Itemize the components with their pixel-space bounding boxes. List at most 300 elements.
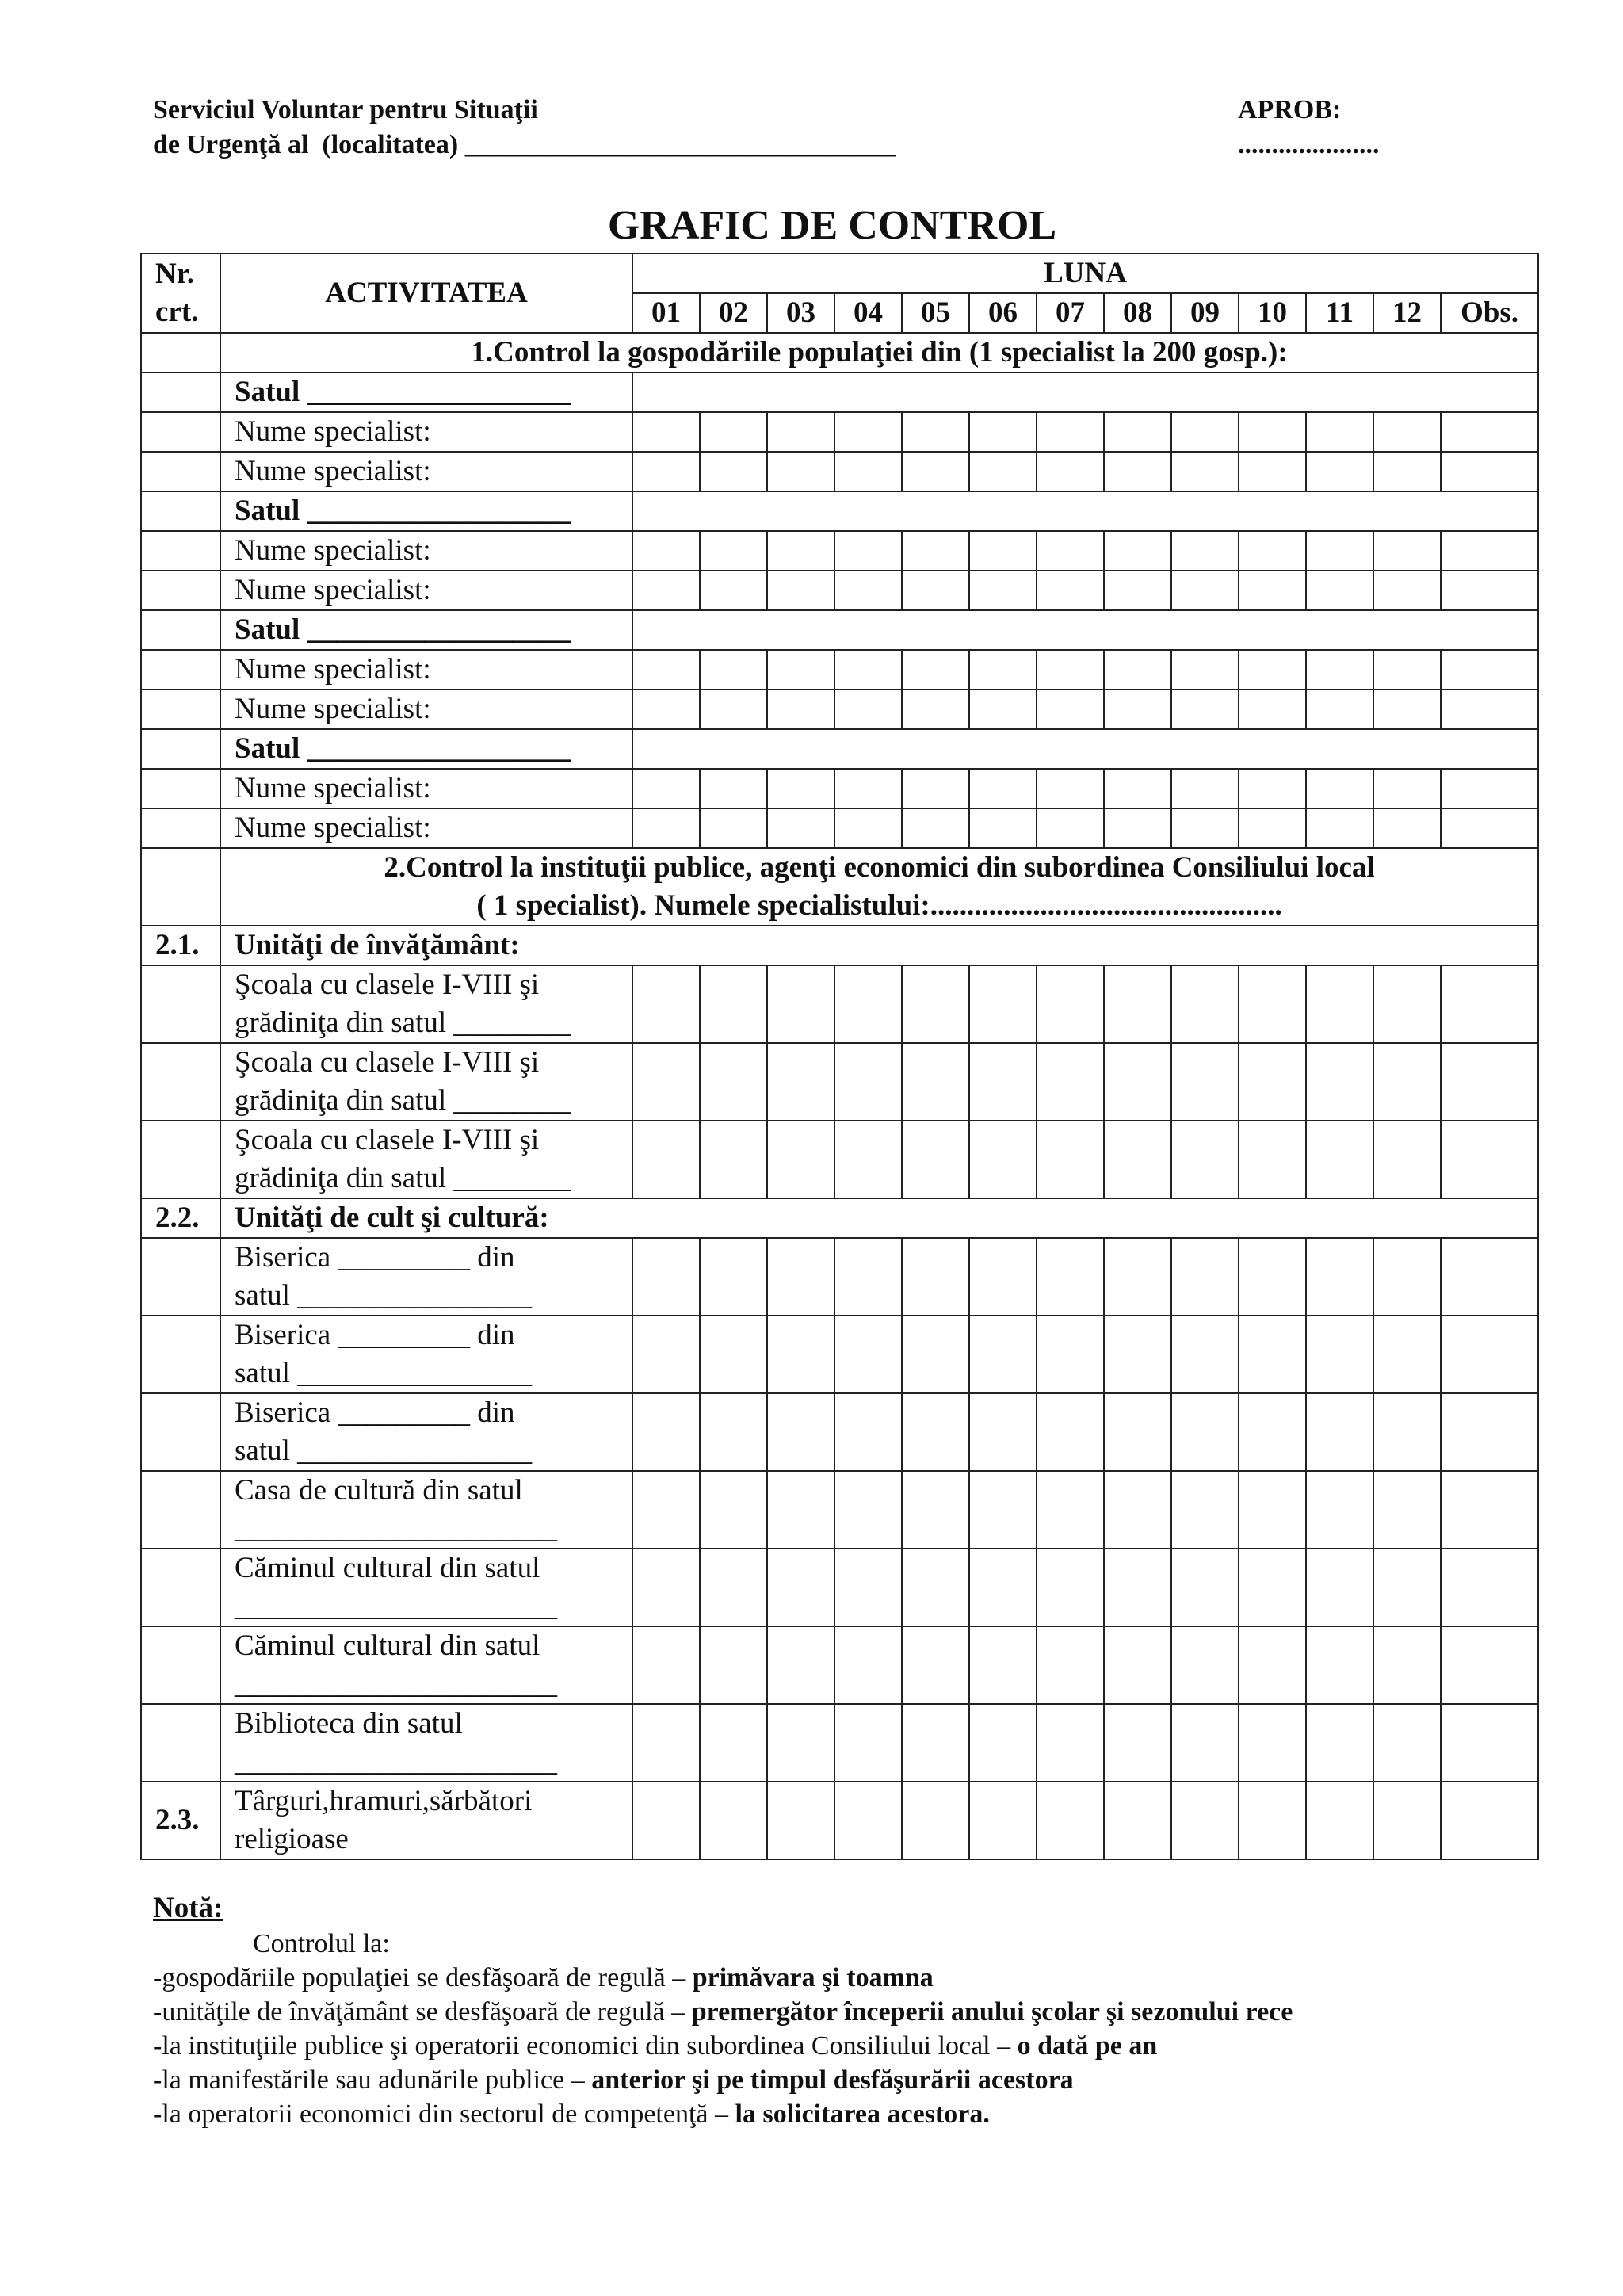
schedule-cell[interactable]: [1037, 1704, 1104, 1782]
schedule-cell[interactable]: [1441, 1043, 1538, 1121]
village-label: Satul __________________: [220, 491, 632, 531]
schedule-cell[interactable]: [1104, 1121, 1171, 1198]
schedule-cell[interactable]: [1441, 1704, 1538, 1782]
schedule-cell[interactable]: [632, 1549, 700, 1626]
schedule-cell[interactable]: [1373, 808, 1441, 848]
row-number: [141, 729, 220, 769]
schedule-cell[interactable]: [1441, 1782, 1538, 1859]
schedule-cell[interactable]: [1104, 412, 1171, 452]
section-2-title: [220, 848, 1538, 926]
specialist-label: Nume specialist:: [220, 531, 632, 571]
schedule-cell[interactable]: [1037, 808, 1104, 848]
schedule-cell[interactable]: [767, 1238, 834, 1316]
schedule-cell[interactable]: [834, 690, 902, 729]
schedule-cell[interactable]: [1239, 690, 1306, 729]
note-lines: [153, 1961, 1293, 2131]
schedule-cell[interactable]: [1171, 769, 1239, 808]
schedule-cell[interactable]: [1239, 965, 1306, 1043]
schedule-cell[interactable]: [1306, 808, 1373, 848]
schedule-cell[interactable]: [1171, 1121, 1239, 1198]
schedule-cell[interactable]: [1239, 452, 1306, 491]
schedule-cell[interactable]: [1441, 965, 1538, 1043]
schedule-cell[interactable]: [1171, 1626, 1239, 1704]
schedule-cell[interactable]: [1037, 1782, 1104, 1859]
schedule-cell[interactable]: [1037, 412, 1104, 452]
schedule-cell[interactable]: [969, 571, 1037, 610]
schedule-cell[interactable]: [1104, 690, 1171, 729]
schedule-cell[interactable]: [1171, 1238, 1239, 1316]
schedule-cell[interactable]: [834, 1316, 902, 1393]
schedule-cell[interactable]: [902, 571, 969, 610]
schedule-cell[interactable]: [1239, 1043, 1306, 1121]
schedule-cell[interactable]: [969, 1316, 1037, 1393]
schedule-cell[interactable]: [1441, 769, 1538, 808]
schedule-cell[interactable]: [1373, 965, 1441, 1043]
schedule-cell[interactable]: [632, 1043, 700, 1121]
note-line-text: -la operatorii economici din sectorul de competenţă –: [153, 2099, 735, 2129]
school-row: [141, 965, 1538, 1043]
schedule-cell[interactable]: [767, 1393, 834, 1471]
row-number: [141, 1121, 220, 1198]
schedule-cell[interactable]: [1373, 1316, 1441, 1393]
specialist-row: [141, 650, 1538, 690]
schedule-cell[interactable]: [1104, 1393, 1171, 1471]
schedule-cell[interactable]: [1373, 1704, 1441, 1782]
schedule-cell[interactable]: [632, 531, 700, 571]
schedule-cell[interactable]: [700, 1704, 767, 1782]
schedule-cell[interactable]: [969, 1704, 1037, 1782]
schedule-cell[interactable]: [834, 452, 902, 491]
schedule-cell[interactable]: [1037, 531, 1104, 571]
schedule-cell[interactable]: [834, 1471, 902, 1549]
schedule-cell[interactable]: [1306, 1704, 1373, 1782]
schedule-cell[interactable]: [834, 1626, 902, 1704]
schedule-cell[interactable]: [1306, 769, 1373, 808]
note-line-text: -gospodăriile populaţiei se desfăşoară de regulă –: [153, 1963, 693, 1992]
schedule-cell[interactable]: [902, 1782, 969, 1859]
schedule-cell[interactable]: [632, 808, 700, 848]
schedule-cell[interactable]: [1239, 808, 1306, 848]
church-row: [141, 1393, 1538, 1471]
schedule-cell[interactable]: [1171, 1704, 1239, 1782]
month-header: 11: [1306, 293, 1373, 333]
schedule-cell[interactable]: [1171, 690, 1239, 729]
schedule-cell[interactable]: [700, 650, 767, 690]
schedule-cell[interactable]: [1239, 650, 1306, 690]
schedule-cell[interactable]: [1373, 1238, 1441, 1316]
schedule-cell[interactable]: [632, 412, 700, 452]
schedule-cell[interactable]: [834, 1121, 902, 1198]
schedule-cell[interactable]: [1306, 531, 1373, 571]
row-number: [141, 1393, 220, 1471]
schedule-cell[interactable]: [1171, 571, 1239, 610]
schedule-cell[interactable]: [1373, 1549, 1441, 1626]
schedule-cell[interactable]: [1441, 1471, 1538, 1549]
schedule-cell[interactable]: [1441, 1549, 1538, 1626]
schedule-cell[interactable]: [632, 690, 700, 729]
schedule-cell[interactable]: [1373, 1393, 1441, 1471]
schedule-cell[interactable]: [1373, 1626, 1441, 1704]
schedule-cell[interactable]: [767, 965, 834, 1043]
schedule-cell[interactable]: [1441, 1316, 1538, 1393]
schedule-cell[interactable]: [1171, 965, 1239, 1043]
schedule-cell[interactable]: [767, 1782, 834, 1859]
schedule-cell[interactable]: [1171, 412, 1239, 452]
schedule-cell[interactable]: [902, 769, 969, 808]
schedule-cell[interactable]: [1239, 1121, 1306, 1198]
specialist-row: [141, 412, 1538, 452]
schedule-cell[interactable]: [969, 808, 1037, 848]
cultural-hall-row: [141, 1626, 1538, 1704]
schedule-cell[interactable]: [969, 412, 1037, 452]
schedule-cell[interactable]: [1037, 650, 1104, 690]
schedule-cell[interactable]: [1239, 1316, 1306, 1393]
schedule-cell[interactable]: [1104, 1704, 1171, 1782]
schedule-cell[interactable]: [969, 1121, 1037, 1198]
schedule-cell[interactable]: [767, 412, 834, 452]
header-left: [153, 93, 896, 162]
schedule-cell[interactable]: [1171, 1393, 1239, 1471]
church-line-1: Biserica _________ din: [235, 1241, 515, 1274]
schedule-cell[interactable]: [834, 1043, 902, 1121]
schedule-cell[interactable]: [1104, 571, 1171, 610]
approval-label: APROB:: [1238, 95, 1342, 124]
schedule-cell[interactable]: [700, 1393, 767, 1471]
schedule-cell[interactable]: [1239, 1549, 1306, 1626]
schedule-cell[interactable]: [1441, 571, 1538, 610]
schedule-cell[interactable]: [700, 1043, 767, 1121]
row-number: [141, 690, 220, 729]
schedule-cell[interactable]: [767, 1549, 834, 1626]
schedule-cell[interactable]: [1104, 1043, 1171, 1121]
church-line-1: Biserica _________ din: [235, 1319, 515, 1351]
schedule-cell[interactable]: [834, 1238, 902, 1316]
schedule-cell[interactable]: [834, 531, 902, 571]
schedule-cell[interactable]: [1239, 769, 1306, 808]
schedule-cell[interactable]: [767, 452, 834, 491]
schedule-cell[interactable]: [767, 1626, 834, 1704]
schedule-cell[interactable]: [902, 965, 969, 1043]
schedule-cell[interactable]: [902, 690, 969, 729]
schedule-cell[interactable]: [902, 1549, 969, 1626]
schedule-cell[interactable]: [1104, 650, 1171, 690]
schedule-cell[interactable]: [767, 571, 834, 610]
schedule-cell[interactable]: [1441, 452, 1538, 491]
schedule-cell[interactable]: [834, 1549, 902, 1626]
schedule-cell[interactable]: [700, 1121, 767, 1198]
schedule-cell[interactable]: [767, 1471, 834, 1549]
schedule-cell[interactable]: [632, 1121, 700, 1198]
schedule-cell[interactable]: [1037, 1316, 1104, 1393]
schedule-cell[interactable]: [902, 412, 969, 452]
schedule-cell[interactable]: [902, 1704, 969, 1782]
village-row: [141, 491, 1538, 531]
institution-blank-line: ______________________: [235, 1668, 557, 1700]
note-line: [153, 1961, 1293, 1995]
schedule-cell[interactable]: [1104, 1238, 1171, 1316]
schedule-cell[interactable]: [1037, 1626, 1104, 1704]
schedule-cell[interactable]: [902, 1238, 969, 1316]
schedule-cell[interactable]: [1171, 452, 1239, 491]
schedule-cell[interactable]: [1104, 1316, 1171, 1393]
schedule-cell[interactable]: [700, 690, 767, 729]
schedule-cell[interactable]: [1104, 1626, 1171, 1704]
organization-name: Serviciul Voluntar pentru Situaţii: [153, 95, 538, 124]
schedule-cell[interactable]: [1037, 452, 1104, 491]
schedule-cell[interactable]: [1373, 690, 1441, 729]
schedule-cell[interactable]: [969, 769, 1037, 808]
library-row: [141, 1704, 1538, 1782]
schedule-cell[interactable]: [700, 769, 767, 808]
schedule-cell[interactable]: [834, 965, 902, 1043]
schedule-cell[interactable]: [700, 412, 767, 452]
schedule-cell[interactable]: [969, 452, 1037, 491]
schedule-cell[interactable]: [1373, 650, 1441, 690]
schedule-cell[interactable]: [767, 808, 834, 848]
schedule-cell[interactable]: [1441, 808, 1538, 848]
schedule-cell[interactable]: [969, 650, 1037, 690]
school-row: [141, 1043, 1538, 1121]
schedule-cell[interactable]: [1037, 965, 1104, 1043]
schedule-cell[interactable]: [1171, 1782, 1239, 1859]
schedule-cell[interactable]: [1306, 1626, 1373, 1704]
schedule-cell[interactable]: [1104, 769, 1171, 808]
row-number: [141, 571, 220, 610]
schedule-cell[interactable]: [1306, 1393, 1373, 1471]
fairs-row: [141, 1782, 1538, 1859]
schedule-cell[interactable]: [902, 452, 969, 491]
schedule-cell[interactable]: [632, 1393, 700, 1471]
schedule-cell[interactable]: [1104, 452, 1171, 491]
schedule-cell[interactable]: [700, 1316, 767, 1393]
specialist-label: Nume specialist:: [220, 650, 632, 690]
schedule-cell[interactable]: [767, 1121, 834, 1198]
schedule-cell[interactable]: [632, 1238, 700, 1316]
subsection-2-2-title: Unităţi de cult şi cultură:: [220, 1198, 1538, 1238]
village-row: [141, 729, 1538, 769]
schedule-cell[interactable]: [1037, 769, 1104, 808]
schedule-cell[interactable]: [1441, 531, 1538, 571]
schedule-cell[interactable]: [902, 650, 969, 690]
schedule-cell[interactable]: [1441, 1238, 1538, 1316]
schedule-cell[interactable]: [1239, 1238, 1306, 1316]
schedule-cell[interactable]: [700, 1471, 767, 1549]
note-line-emphasis: o dată pe an: [1017, 2031, 1158, 2061]
schedule-cell[interactable]: [700, 1626, 767, 1704]
church-line-2: satul ________________: [235, 1279, 533, 1312]
schedule-cell[interactable]: [834, 412, 902, 452]
schedule-cell[interactable]: [1239, 1782, 1306, 1859]
schedule-cell[interactable]: [1037, 1549, 1104, 1626]
schedule-cell[interactable]: [902, 1393, 969, 1471]
schedule-cell[interactable]: [767, 1043, 834, 1121]
schedule-cell[interactable]: [632, 1626, 700, 1704]
schedule-cell[interactable]: [1171, 808, 1239, 848]
schedule-cell[interactable]: [1306, 571, 1373, 610]
schedule-cell[interactable]: [969, 1043, 1037, 1121]
schedule-cell[interactable]: [1239, 412, 1306, 452]
schedule-cell[interactable]: [1037, 1121, 1104, 1198]
church-row: [141, 1316, 1538, 1393]
schedule-cell[interactable]: [902, 808, 969, 848]
schedule-cell[interactable]: [767, 690, 834, 729]
schedule-cell[interactable]: [700, 531, 767, 571]
institution-label: [220, 1626, 632, 1704]
schedule-cell[interactable]: [1171, 531, 1239, 571]
schedule-cell[interactable]: [1171, 1316, 1239, 1393]
column-header-luna: LUNA: [632, 254, 1538, 293]
schedule-cell[interactable]: [1306, 1121, 1373, 1198]
schedule-cell[interactable]: [700, 452, 767, 491]
schedule-cell[interactable]: [700, 1238, 767, 1316]
schedule-cell[interactable]: [1373, 412, 1441, 452]
specialist-label: Nume specialist:: [220, 769, 632, 808]
schedule-cell[interactable]: [767, 1316, 834, 1393]
specialist-label: Nume specialist:: [220, 412, 632, 452]
schedule-cell[interactable]: [1373, 571, 1441, 610]
schedule-cell[interactable]: [1373, 1471, 1441, 1549]
schedule-cell[interactable]: [632, 1782, 700, 1859]
schedule-cell[interactable]: [1239, 1626, 1306, 1704]
schedule-cell[interactable]: [1037, 1238, 1104, 1316]
schedule-cell[interactable]: [767, 650, 834, 690]
schedule-cell[interactable]: [1239, 531, 1306, 571]
schedule-cell[interactable]: [1441, 1393, 1538, 1471]
schedule-cell[interactable]: [969, 531, 1037, 571]
schedule-cell[interactable]: [1171, 650, 1239, 690]
schedule-cell[interactable]: [1239, 1704, 1306, 1782]
fairs-line-1: Târguri,hramuri,sărbători: [235, 1785, 533, 1817]
schedule-cell[interactable]: [700, 1782, 767, 1859]
schedule-cell[interactable]: [1037, 571, 1104, 610]
schedule-cell[interactable]: [969, 1549, 1037, 1626]
schedule-cell[interactable]: [902, 1471, 969, 1549]
row-number: [141, 412, 220, 452]
schedule-cell[interactable]: [1306, 690, 1373, 729]
schedule-cell[interactable]: [1239, 571, 1306, 610]
schedule-cell[interactable]: [1306, 1471, 1373, 1549]
schedule-cell[interactable]: [1306, 1782, 1373, 1859]
schedule-cell[interactable]: [1171, 1549, 1239, 1626]
schedule-cell[interactable]: [632, 650, 700, 690]
schedule-cell[interactable]: [1306, 1316, 1373, 1393]
schedule-cell[interactable]: [1239, 1471, 1306, 1549]
row-number: 2.2.: [141, 1198, 220, 1238]
schedule-cell[interactable]: [1373, 1782, 1441, 1859]
schedule-cell[interactable]: [1171, 1043, 1239, 1121]
schedule-cell[interactable]: [1441, 1626, 1538, 1704]
schedule-cell[interactable]: [902, 1121, 969, 1198]
schedule-cell[interactable]: [1239, 1393, 1306, 1471]
schedule-cell[interactable]: [700, 965, 767, 1043]
schedule-cell[interactable]: [834, 650, 902, 690]
schedule-cell[interactable]: [969, 690, 1037, 729]
schedule-cell[interactable]: [1373, 531, 1441, 571]
schedule-cell[interactable]: [1306, 965, 1373, 1043]
schedule-cell[interactable]: [1441, 1121, 1538, 1198]
specialist-row: [141, 571, 1538, 610]
schedule-cell[interactable]: [902, 1626, 969, 1704]
schedule-cell[interactable]: [834, 1393, 902, 1471]
schedule-cell[interactable]: [700, 808, 767, 848]
schedule-cell[interactable]: [834, 1704, 902, 1782]
schedule-cell[interactable]: [969, 1782, 1037, 1859]
schedule-cell[interactable]: [632, 1704, 700, 1782]
schedule-cell[interactable]: [1373, 769, 1441, 808]
schedule-cell[interactable]: [1104, 1471, 1171, 1549]
schedule-cell[interactable]: [834, 769, 902, 808]
schedule-cell[interactable]: [632, 571, 700, 610]
schedule-cell[interactable]: [767, 769, 834, 808]
schedule-cell[interactable]: [1306, 452, 1373, 491]
schedule-cell[interactable]: [1171, 1471, 1239, 1549]
schedule-cell[interactable]: [969, 1626, 1037, 1704]
village-schedule-blank: [632, 372, 1538, 412]
village-label: Satul __________________: [220, 610, 632, 650]
specialist-label: Nume specialist:: [220, 808, 632, 848]
schedule-cell[interactable]: [1373, 452, 1441, 491]
schedule-cell[interactable]: [1441, 412, 1538, 452]
schedule-cell[interactable]: [700, 571, 767, 610]
schedule-cell[interactable]: [700, 1549, 767, 1626]
month-header: 08: [1104, 293, 1171, 333]
schedule-cell[interactable]: [632, 965, 700, 1043]
schedule-cell[interactable]: [1373, 1121, 1441, 1198]
village-row: [141, 610, 1538, 650]
schedule-cell[interactable]: [632, 1316, 700, 1393]
schedule-cell[interactable]: [1306, 1238, 1373, 1316]
schedule-cell[interactable]: [1104, 1782, 1171, 1859]
schedule-cell[interactable]: [767, 1704, 834, 1782]
school-line-1: Şcoala cu clasele I-VIII şi: [235, 1124, 540, 1156]
schedule-cell[interactable]: [834, 808, 902, 848]
schedule-cell[interactable]: [969, 1238, 1037, 1316]
schedule-cell[interactable]: [1441, 690, 1538, 729]
schedule-cell[interactable]: [1104, 531, 1171, 571]
schedule-cell[interactable]: [969, 965, 1037, 1043]
schedule-cell[interactable]: [1037, 1471, 1104, 1549]
month-header: 05: [902, 293, 969, 333]
schedule-cell[interactable]: [1306, 412, 1373, 452]
schedule-cell[interactable]: [902, 1316, 969, 1393]
schedule-cell[interactable]: [1306, 650, 1373, 690]
schedule-cell[interactable]: [1104, 1549, 1171, 1626]
section-2-line-2: ( 1 specialist). Numele specialistului:................................................: [476, 889, 1282, 922]
schedule-cell[interactable]: [632, 769, 700, 808]
schedule-cell[interactable]: [1104, 965, 1171, 1043]
schedule-cell[interactable]: [1037, 1393, 1104, 1471]
schedule-cell[interactable]: [902, 531, 969, 571]
schedule-cell[interactable]: [834, 571, 902, 610]
school-line-2: grădiniţa din satul ________: [235, 1162, 571, 1194]
schedule-cell[interactable]: [1104, 808, 1171, 848]
row-number: [141, 491, 220, 531]
schedule-cell[interactable]: [1306, 1043, 1373, 1121]
schedule-cell[interactable]: [1441, 650, 1538, 690]
schedule-cell[interactable]: [902, 1043, 969, 1121]
schedule-cell[interactable]: [1037, 690, 1104, 729]
schedule-cell[interactable]: [1306, 1549, 1373, 1626]
schedule-cell[interactable]: [969, 1471, 1037, 1549]
schedule-cell[interactable]: [632, 1471, 700, 1549]
schedule-cell[interactable]: [834, 1782, 902, 1859]
schedule-cell[interactable]: [1373, 1043, 1441, 1121]
schedule-cell[interactable]: [767, 531, 834, 571]
schedule-cell[interactable]: [632, 452, 700, 491]
institution-blank-line: ______________________: [235, 1512, 557, 1545]
schedule-cell[interactable]: [1037, 1043, 1104, 1121]
schedule-cell[interactable]: [969, 1393, 1037, 1471]
